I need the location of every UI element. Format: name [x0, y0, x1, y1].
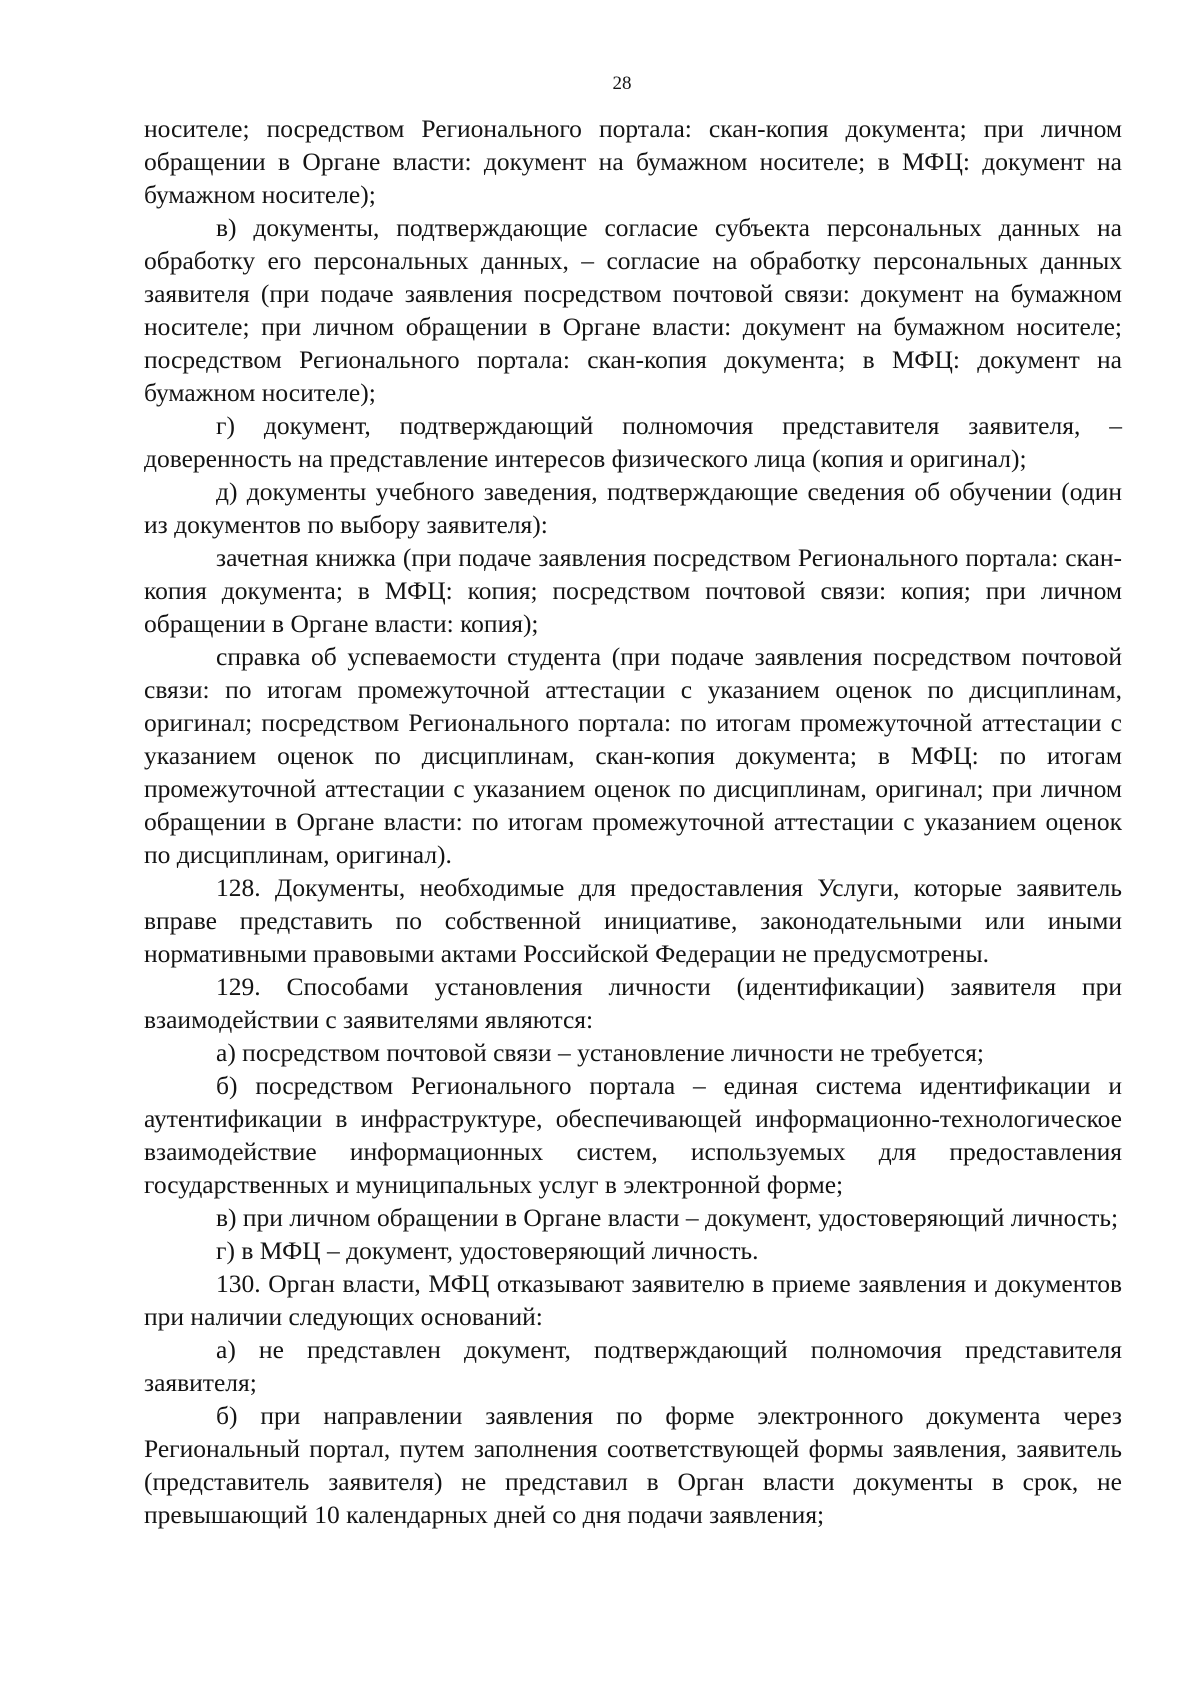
- paragraph-129-a: а) посредством почтовой связи – установление личности не требуется;: [216, 1038, 984, 1067]
- paragraph-item-d: д) документы учебного заведения, подтверждающие сведения об обучении (один из документов по выбору заявителя):: [144, 477, 1122, 539]
- paragraph-129-g: г) в МФЦ – документ, удостоверяющий личность.: [216, 1236, 759, 1265]
- paragraph-item-g: г) документ, подтверждающий полномочия представителя заявителя, – доверенность на представление интересов физического лица (копия и оригинал);: [144, 411, 1122, 473]
- paragraph-record-book: зачетная книжка (при подаче заявления посредством Регионального портала: скан-копия документа; в МФЦ: копия; посредством почтовой связи: копия; при личном обращении в Органе власти: копия);: [144, 543, 1122, 638]
- paragraph-130: 130. Орган власти, МФЦ отказывают заявителю в приеме заявления и документов при наличии следующих оснований:: [144, 1269, 1122, 1331]
- paragraph-129-v: в) при личном обращении в Органе власти – документ, удостоверяющий личность;: [216, 1203, 1119, 1232]
- document-body: [144, 112, 1122, 1531]
- paragraph-130-a: а) не представлен документ, подтверждающий полномочия представителя заявителя;: [144, 1335, 1122, 1397]
- paragraph-130-b: б) при направлении заявления по форме электронного документа через Региональный портал, путем заполнения соответствующей формы заявления, заявитель (представитель заявителя) не представил в Орган власти документы в срок, не превышающий 10 календарных дней со дня подачи заявления;: [144, 1401, 1122, 1529]
- page-number: 28: [612, 73, 632, 94]
- paragraph-continuation: носителе; посредством Регионального портала: скан-копия документа; при личном обращении в Органе власти: документ на бумажном носителе; в МФЦ: документ на бумажном носителе);: [144, 114, 1122, 209]
- paragraph-129-b: б) посредством Регионального портала – единая система идентификации и аутентификации в инфраструктуре, обеспечивающей информационно-технологическое взаимодействие информационных систем, используемых для предоставления государственных и муниципальных услуг в электронной форме;: [144, 1071, 1122, 1199]
- paragraph-academic-certificate: справка об успеваемости студента (при подаче заявления посредством почтовой связи: по итогам промежуточной аттестации с указанием оценок по дисциплинам, оригинал; посредством Регионального портала: по итогам промежуточной аттестации с указанием оценок по дисциплинам, скан-копия документа; в МФЦ: по итогам промежуточной аттестации с указанием оценок по дисциплинам, оригинал; при личном обращении в Органе власти: по итогам промежуточной аттестации с указанием оценок по дисциплинам, оригинал).: [144, 642, 1122, 869]
- paragraph-129: 129. Способами установления личности (идентификации) заявителя при взаимодействии с заявителями являются:: [144, 972, 1122, 1034]
- paragraph-128: 128. Документы, необходимые для предоставления Услуги, которые заявитель вправе представить по собственной инициативе, законодательными или иными нормативными правовыми актами Российской Федерации не предусмотрены.: [144, 873, 1122, 968]
- paragraph-item-v: в) документы, подтверждающие согласие субъекта персональных данных на обработку его персональных данных, – согласие на обработку персональных данных заявителя (при подаче заявления посредством почтовой связи: документ на бумажном носителе; при личном обращении в Органе власти: документ на бумажном носителе; посредством Регионального портала: скан-копия документа; в МФЦ: документ на бумажном носителе);: [144, 213, 1122, 407]
